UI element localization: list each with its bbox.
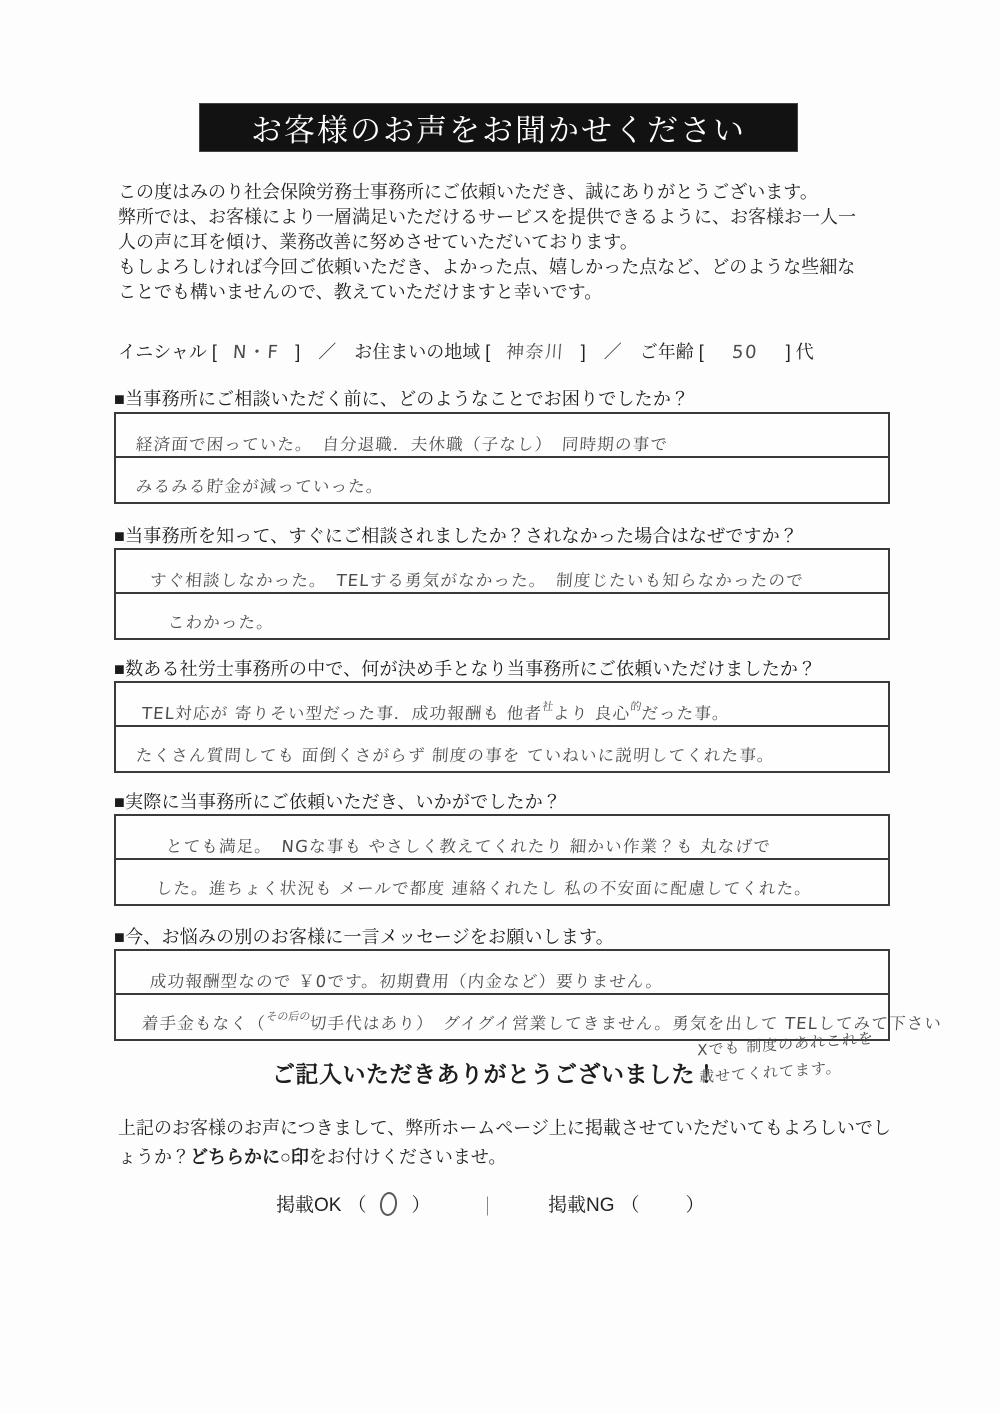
question-5-answer-line-1: 成功報酬型なので ￥0です。初期費用（内金など）要りません。 xyxy=(149,972,664,991)
intro-line: 人の声に耳を傾け、業務改善に努めさせていただいております。 xyxy=(118,232,638,252)
question-2-label: ■当事務所を知って、すぐにご相談されましたか？されなかった場合はなぜですか？ xyxy=(114,526,799,546)
paren-open: （ xyxy=(620,1195,640,1216)
side-note-line: 載せてくれてます。 xyxy=(699,1058,842,1087)
question-1-answer-line-1: 経済面で困っていた。 自分退職．夫休職（子なし） 同時期の事で xyxy=(135,435,669,454)
answer-text-part: 切手代はあり） グイグイ営業してきません。勇気を出して TELしてみて下さい xyxy=(309,1014,943,1033)
question-1-label: ■当事務所にご相談いただく前に、どのようなことでお困りでしたか？ xyxy=(114,389,690,409)
question-4-answer-line-2: した。進ちょく状況も メールで都度 連絡くれたし 私の不安面に配慮してくれた。 xyxy=(155,879,813,898)
answer-text-part: 着手金もなく（ xyxy=(141,1014,267,1033)
answer-text-part: TEL対応が 寄りそい型だった事．成功報酬も 他者 xyxy=(141,704,543,723)
intro-line: この度はみのり社会保険労務士事務所にご依頼いただき、誠にありがとうございます。 xyxy=(118,182,818,202)
intro-line: 弊所では、お客様により一層満足いただけるサービスを提供できるように、お客様お一人一 xyxy=(118,207,856,227)
side-note-line: Xでも 制度のあれこれを xyxy=(697,1028,874,1060)
title-banner xyxy=(200,104,797,151)
question-1-answer-line-2: みるみる貯金が減っていった。 xyxy=(135,477,385,496)
age-field-suffix: ] 代 xyxy=(785,342,814,362)
permission-text-bold: どちらかに○印 xyxy=(190,1147,309,1167)
publish-ng-option xyxy=(548,1190,711,1217)
answer-row xyxy=(116,816,888,860)
correction-note: 社 xyxy=(541,700,555,713)
intro-line: もしよろしければ今回ご依頼いただき、よかった点、嬉しかった点など、どのような些細な xyxy=(118,257,856,277)
age-field-value: 50 xyxy=(731,342,759,363)
publish-choice-row xyxy=(0,1190,1000,1224)
region-field-label: ] ／ お住まいの地域 [ xyxy=(295,342,491,362)
profile-fields-row xyxy=(118,338,898,366)
answer-row xyxy=(116,951,888,995)
question-5-answer-box xyxy=(114,949,943,1041)
question-1-answer-box xyxy=(114,412,890,504)
initial-field-label: イニシャル [ xyxy=(118,342,217,362)
answer-row xyxy=(116,550,888,594)
answer-row xyxy=(116,683,888,727)
publish-ng-label: 掲載NG xyxy=(548,1195,615,1216)
question-4-answer-box xyxy=(114,814,890,906)
ok-circle-mark xyxy=(379,1191,399,1217)
question-3-answer-line-2: たくさん質問しても 面倒くさがらず 制度の事を ていねいに説明してくれた事。 xyxy=(135,746,776,765)
question-3-label: ■数ある社労士事務所の中で、何が決め手となり当事務所にご依頼いただけましたか？ xyxy=(114,659,817,679)
intro-paragraph xyxy=(118,180,898,305)
question-4-label: ■実際に当事務所にご依頼いただき、いかがでしたか？ xyxy=(114,792,562,812)
question-3-answer-line-1 xyxy=(141,700,731,724)
answer-text-part: だった事。 xyxy=(640,704,731,723)
initial-field-value: N・F xyxy=(232,342,280,363)
permission-text: をお付けくださいませ。 xyxy=(308,1147,507,1167)
answer-row xyxy=(116,414,888,458)
choice-divider: ｜ xyxy=(478,1197,498,1218)
question-2-answer-line-1: すぐ相談しなかった。 TELする勇気がなかった。 制度じたいも知らなかったので xyxy=(149,571,805,590)
answer-row xyxy=(116,860,888,904)
answer-row xyxy=(116,727,888,771)
publication-permission-text xyxy=(118,1114,898,1172)
answer-row xyxy=(116,594,888,638)
permission-text: 上記のお客様のお声につきまして、弊所ホームページ上に掲載させていただいてもよろしいでしょうか？ xyxy=(118,1118,891,1167)
answer-row xyxy=(116,458,888,502)
paren-open: （ xyxy=(347,1195,367,1216)
age-field-label: ] ／ ご年齢 [ xyxy=(580,342,704,362)
publish-ok-label: 掲載OK xyxy=(276,1195,342,1216)
question-4-answer-line-1: とても満足。 NGな事も やさしく教えてくれたり 細かい作業？も 丸なげで xyxy=(165,837,772,856)
paren-close: ） xyxy=(411,1195,431,1216)
intro-line: ことでも構いませんので、教えていただけますと幸いです。 xyxy=(118,282,603,302)
region-field-value: 神奈川 xyxy=(505,342,566,363)
question-2-answer-line-2: こわかった。 xyxy=(167,613,275,632)
publish-ok-option xyxy=(276,1190,436,1217)
page-title: お客様のお声をお聞かせください xyxy=(251,113,746,148)
answer-text-part: より 良心 xyxy=(552,704,631,723)
thank-you-message: ご記入いただきありがとうございました！ xyxy=(272,1061,719,1087)
question-5-label: ■今、お悩みの別のお客様に一言メッセージをお願いします。 xyxy=(114,927,614,947)
question-3-answer-box xyxy=(114,681,890,773)
correction-note: その后の xyxy=(265,1010,312,1023)
question-2-answer-box xyxy=(114,548,890,640)
correction-note: 的 xyxy=(629,700,643,713)
paren-close: ） xyxy=(685,1195,705,1216)
